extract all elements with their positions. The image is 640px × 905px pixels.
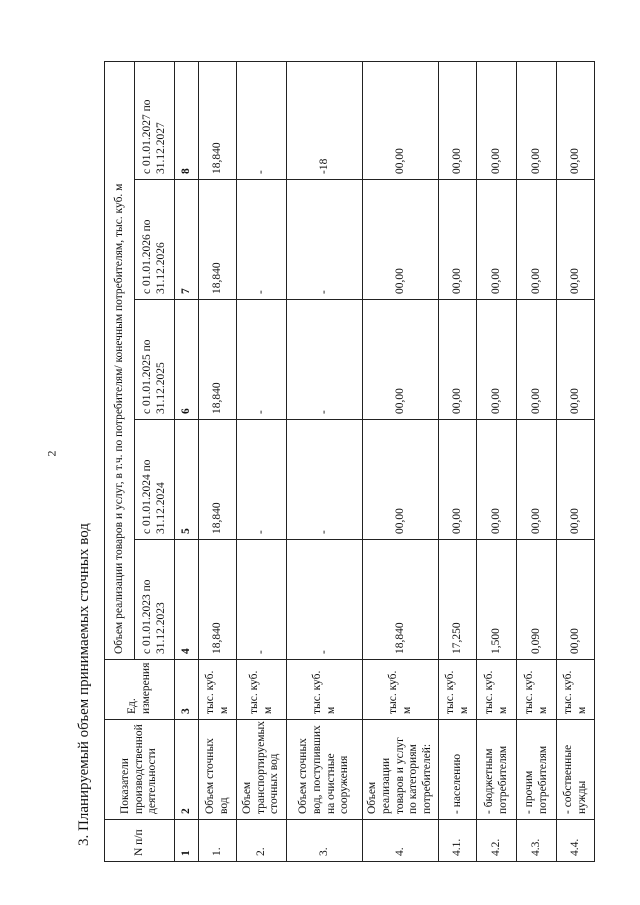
row-value: 18,840 — [199, 420, 237, 540]
index-cell: 4 — [175, 540, 199, 660]
row-value: - — [287, 180, 363, 300]
row-value: 00,00 — [557, 540, 595, 660]
row-value: 00,00 — [477, 180, 517, 300]
header-row-1 — [105, 61, 135, 861]
row-indicator: - бюджетным потребителям — [477, 720, 517, 820]
row-value: 1,500 — [477, 540, 517, 660]
row-value: -18 — [287, 61, 363, 179]
row-value: 18,840 — [199, 300, 237, 420]
row-value: - — [287, 540, 363, 660]
row-unit: тыс. куб. м — [287, 660, 363, 720]
row-number: 4.2. — [477, 820, 517, 862]
row-value: 00,00 — [517, 180, 557, 300]
row-value: 00,00 — [517, 420, 557, 540]
header-period: с 01.01.2024 по 31.12.2024 — [135, 420, 175, 540]
row-value: 18,840 — [199, 180, 237, 300]
row-unit: тыс. куб. м — [237, 660, 287, 720]
row-indicator: - населению — [439, 720, 477, 820]
table-row — [477, 61, 517, 861]
row-number: 4.3. — [517, 820, 557, 862]
index-cell: 3 — [175, 660, 199, 720]
row-value: 00,00 — [557, 420, 595, 540]
header-period: с 01.01.2027 по 31.12.2027 — [135, 61, 175, 179]
row-unit: тыс. куб. м — [517, 660, 557, 720]
header-volume-group: Объем реализации товаров и услуг, в т.ч. по потребителям/ конечным потребителям, тыс. куб. м — [105, 61, 135, 659]
row-unit: тыс. куб. м — [363, 660, 439, 720]
row-value: 00,00 — [363, 61, 439, 179]
row-indicator: Объем транспортируемых сточных вод — [237, 720, 287, 820]
row-unit: тыс. куб. м — [439, 660, 477, 720]
row-value: 00,00 — [439, 300, 477, 420]
row-value: - — [237, 300, 287, 420]
table-row — [237, 61, 287, 861]
header-num: N п/п — [105, 820, 175, 862]
row-value: 00,00 — [557, 300, 595, 420]
section-title: 3. Планируемый объем принимаемых сточных вод — [76, 523, 92, 846]
row-value: - — [287, 300, 363, 420]
index-cell: 8 — [175, 61, 199, 179]
row-unit: тыс. куб. м — [557, 660, 595, 720]
table-row — [199, 61, 237, 861]
table-row — [363, 61, 439, 861]
row-value: - — [237, 540, 287, 660]
header-period: с 01.01.2023 по 31.12.2023 — [135, 540, 175, 660]
row-value: - — [287, 420, 363, 540]
row-unit: тыс. куб. м — [477, 660, 517, 720]
page-number: 2 — [44, 450, 59, 457]
row-value: 00,00 — [477, 61, 517, 179]
row-unit: тыс. куб. м — [199, 660, 237, 720]
table-row — [287, 61, 363, 861]
row-number: 2. — [237, 820, 287, 862]
row-value: 00,00 — [477, 420, 517, 540]
row-value: 00,00 — [477, 300, 517, 420]
index-row — [175, 61, 199, 861]
row-value: 00,00 — [439, 180, 477, 300]
row-value: 00,00 — [557, 180, 595, 300]
table-row — [517, 61, 557, 861]
row-value: 00,00 — [517, 61, 557, 179]
row-value: 00,00 — [363, 420, 439, 540]
row-value: 17,250 — [439, 540, 477, 660]
row-value: 00,00 — [363, 300, 439, 420]
index-cell: 2 — [175, 720, 199, 820]
header-unit: Ед. измерения — [105, 660, 175, 720]
planned-wastewater-table — [104, 61, 595, 862]
rotated-document-content — [70, 62, 610, 862]
row-value: 00,00 — [439, 420, 477, 540]
row-value: 0,090 — [517, 540, 557, 660]
row-value: 18,840 — [199, 61, 237, 179]
index-cell: 7 — [175, 180, 199, 300]
row-value: 18,840 — [363, 540, 439, 660]
table-row — [557, 61, 595, 861]
row-indicator: Объем сточных вод, поступивших на очистные сооружения — [287, 720, 363, 820]
row-indicator: - прочим потребителям — [517, 720, 557, 820]
row-number: 3. — [287, 820, 363, 862]
row-value: - — [237, 61, 287, 179]
row-value: 18,840 — [199, 540, 237, 660]
header-indicator: Показатели производственной деятельности — [105, 720, 175, 820]
row-indicator: Объем реализации товаров и услуг по категориям потребителей: — [363, 720, 439, 820]
row-value: - — [237, 420, 287, 540]
row-value: 00,00 — [363, 180, 439, 300]
row-value: - — [237, 180, 287, 300]
row-number: 4.4. — [557, 820, 595, 862]
header-period: с 01.01.2026 по 31.12.2026 — [135, 180, 175, 300]
row-indicator: Объем сточных вод — [199, 720, 237, 820]
header-period: с 01.01.2025 по 31.12.2025 — [135, 300, 175, 420]
row-number: 4. — [363, 820, 439, 862]
index-cell: 6 — [175, 300, 199, 420]
index-cell: 1 — [175, 820, 199, 862]
table-row — [439, 61, 477, 861]
row-value: 00,00 — [517, 300, 557, 420]
row-number: 4.1. — [439, 820, 477, 862]
row-indicator: - собственные нужды — [557, 720, 595, 820]
row-value: 00,00 — [557, 61, 595, 179]
row-number: 1. — [199, 820, 237, 862]
index-cell: 5 — [175, 420, 199, 540]
row-value: 00,00 — [439, 61, 477, 179]
